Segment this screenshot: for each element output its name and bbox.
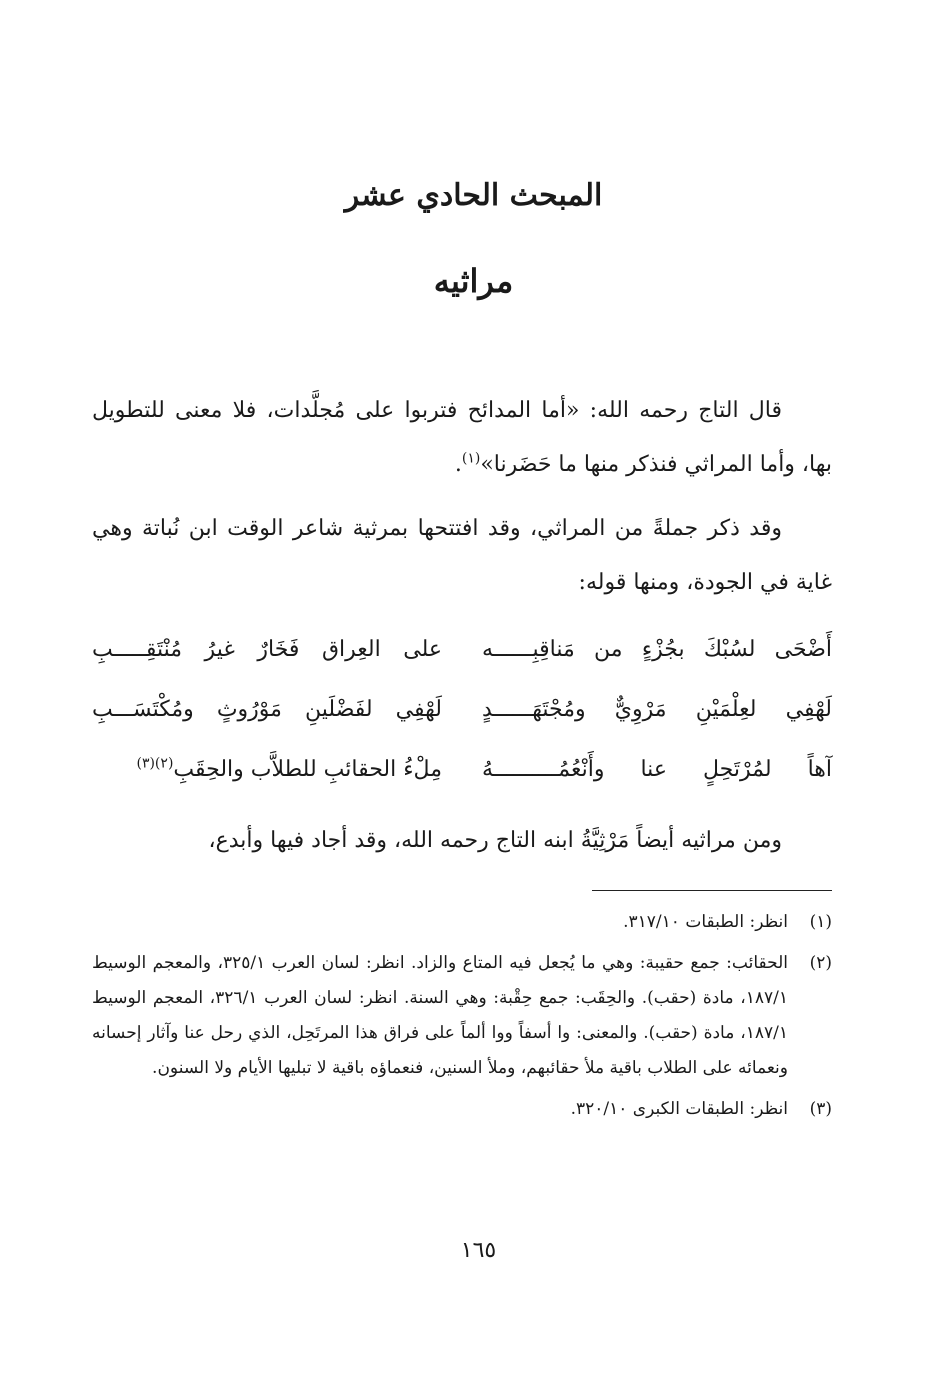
- poem-verse: [92, 620, 832, 680]
- footnote-number: (٢): [809, 953, 832, 973]
- footnote-ref: (١): [461, 450, 481, 467]
- footnote: [92, 946, 832, 1086]
- verse-second-hemistich: على العِراق فَخَارٌ غيرُ مُنْتَقِـــــبِ: [92, 637, 442, 662]
- chapter-subtitle: مراثيه: [433, 262, 514, 300]
- footnote-text: الحقائب: جمع حقيبة: وهي ما يُجعل فيه المتاع والزاد. انظر: لسان العرب ٣٢٥/١، والمعجم الوسيط ١٨٧/١، مادة (حقب). والحِقَب: جمع حِقْبة: وهي السنة. انظر: لسان العرب ٣٢٦/١، المعجم الوسيط ١٨٧/١، مادة (حقب). والمعنى: وا أسفاً ووا ألماً على فراق هذا المرتَحِل، الذي رحل عنا وآثار إحسانه ونعمائه على الطلاب باقية ملأ حقائبهم، وملأ السنين، فنعماؤه باقية لا تبليها الأيام ولا السنون.: [92, 953, 788, 1078]
- verse-first-hemistich: لَهْفِي لعِلْمَيْنِ مَرْوِيٌّ ومُجْتَهَــــــدٍ: [482, 697, 832, 722]
- paragraph: [92, 384, 832, 492]
- footnote-divider: [592, 890, 832, 891]
- closing-paragraph: ومن مراثيه أيضاً مَرْثِيَّةُ ابنه التاج رحمه الله، وقد أجاد فيها وأبدع،: [208, 828, 782, 853]
- footnote-text: انظر: الطبقات ٣١٧/١٠.: [623, 912, 788, 932]
- verse-second-hemistich: لَهْفِي لفَضْلَينِ مَوْرُوثٍ ومُكْتَسَـــبِ: [92, 697, 442, 722]
- paragraph: وقد ذكر جملةً من المراثي، وقد افتتحها بمرثية شاعر الوقت ابن نُباتة وهي غاية في الجودة، ومنها قوله:: [92, 516, 832, 595]
- verse-first-hemistich: آهاً لمُرْتَحِلٍ عنا وأَنْعُمُــــــــــهُ: [482, 757, 832, 782]
- page-number: ١٦٥: [460, 1238, 497, 1263]
- footnote-ref: (٢)(٣): [136, 755, 174, 772]
- chapter-title: المبحث الحادي عشر: [344, 178, 603, 213]
- footnote: [92, 905, 832, 940]
- footnote-number: (١): [809, 912, 832, 932]
- footnotes: [92, 905, 832, 1133]
- poem-verse: [92, 740, 832, 800]
- verse-second-hemistich: مِلْءُ الحقائبِ للطلاَّب والحِقَبِ: [173, 757, 442, 782]
- main-text: [92, 384, 832, 878]
- verse-second-hemistich-wrap: [92, 740, 442, 800]
- verse-first-hemistich: أَضْحَى لسُبْكَ بجُزْءٍ من مَناقِبِــــــه: [482, 637, 832, 662]
- footnote-text: انظر: الطبقات الكبرى ٣٢٠/١٠.: [570, 1099, 788, 1119]
- poem-verse: [92, 680, 832, 740]
- footnote: [92, 1092, 832, 1127]
- paragraph-text: قال التاج رحمه الله: «أما المدائح فتربوا على مُجلَّدات، فلا معنى للتطويل بها، وأما المراثي فنذكر منها ما حَضَرنا»: [92, 398, 832, 477]
- poem: [92, 620, 832, 800]
- paragraph-tail: .: [454, 452, 462, 477]
- footnote-number: (٣): [809, 1099, 832, 1119]
